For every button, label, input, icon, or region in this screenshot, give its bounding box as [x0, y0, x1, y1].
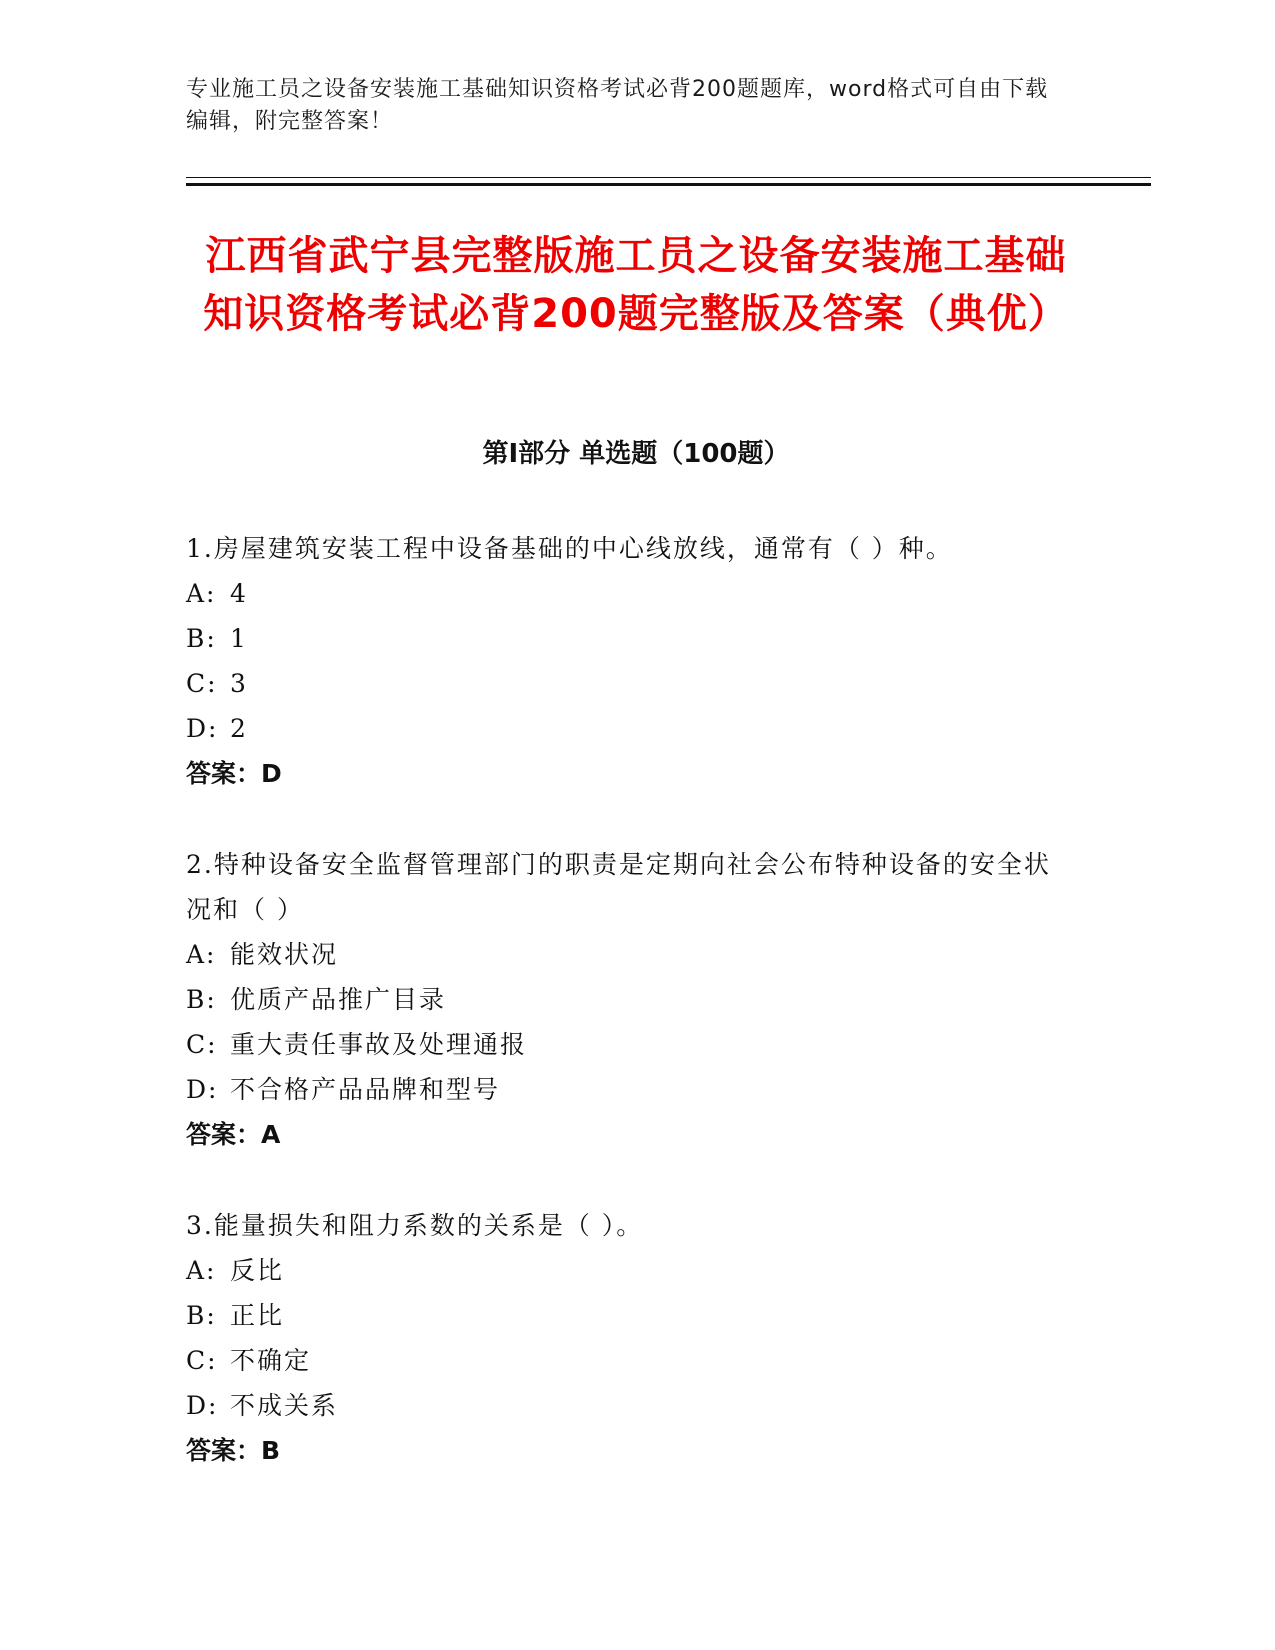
option-letter: C: — [186, 1346, 218, 1375]
option-text: 优质产品推广目录 — [230, 985, 447, 1014]
header-note: 专业施工员之设备安装施工基础知识资格考试必背200题题库，word格式可自由下载编辑，附完整答案！ — [186, 77, 1049, 134]
question-item — [186, 1203, 1066, 1473]
option-letter: B: — [186, 624, 217, 653]
option-b — [186, 1293, 1066, 1338]
option-text: 3 — [230, 669, 248, 698]
option-letter: A: — [186, 579, 217, 608]
option-letter: C: — [186, 1030, 218, 1059]
option-b — [186, 616, 1066, 661]
option-letter: C: — [186, 669, 218, 698]
option-letter: A: — [186, 940, 217, 969]
option-text: 2 — [230, 714, 248, 743]
option-text: 4 — [230, 579, 248, 608]
option-a — [186, 932, 1066, 977]
header-divider-thick — [186, 183, 1151, 186]
option-letter: D: — [186, 714, 219, 743]
question-stem: 2.特种设备安全监督管理部门的职责是定期向社会公布特种设备的安全状况和（ ） — [186, 850, 1051, 924]
option-text: 不成关系 — [230, 1391, 339, 1420]
option-d — [186, 706, 1066, 751]
option-text: 能效状况 — [230, 940, 339, 969]
answer-line: 答案：D — [186, 759, 282, 788]
option-letter: D: — [186, 1075, 219, 1104]
option-text: 不确定 — [230, 1346, 312, 1375]
option-letter: A: — [186, 1256, 217, 1285]
option-text: 重大责任事故及处理通报 — [230, 1030, 528, 1059]
document-title: 江西省武宁县完整版施工员之设备安装施工基础知识资格考试必背200题完整版及答案（典优） — [203, 233, 1069, 337]
question-stem: 1.房屋建筑安装工程中设备基础的中心线放线，通常有（ ）种。 — [186, 534, 953, 563]
option-text: 1 — [230, 624, 248, 653]
option-text: 不合格产品品牌和型号 — [230, 1075, 501, 1104]
option-d — [186, 1383, 1066, 1428]
option-c — [186, 1338, 1066, 1383]
option-b — [186, 977, 1066, 1022]
question-stem: 3.能量损失和阻力系数的关系是（ ）。 — [186, 1211, 644, 1240]
option-text: 正比 — [230, 1301, 285, 1330]
option-letter: D: — [186, 1391, 219, 1420]
option-letter: B: — [186, 1301, 217, 1330]
answer-line: 答案：A — [186, 1120, 281, 1149]
option-c — [186, 661, 1066, 706]
answer-line: 答案：B — [186, 1436, 281, 1465]
section-title: 第Ⅰ部分 单选题（100题） — [482, 439, 790, 469]
question-item — [186, 526, 1066, 796]
header-divider-thin — [186, 177, 1151, 178]
option-a — [186, 1248, 1066, 1293]
question-list — [186, 526, 1066, 1519]
option-text: 反比 — [230, 1256, 285, 1285]
option-c — [186, 1022, 1066, 1067]
question-item — [186, 842, 1066, 1157]
option-d — [186, 1067, 1066, 1112]
option-letter: B: — [186, 985, 217, 1014]
option-a — [186, 571, 1066, 616]
